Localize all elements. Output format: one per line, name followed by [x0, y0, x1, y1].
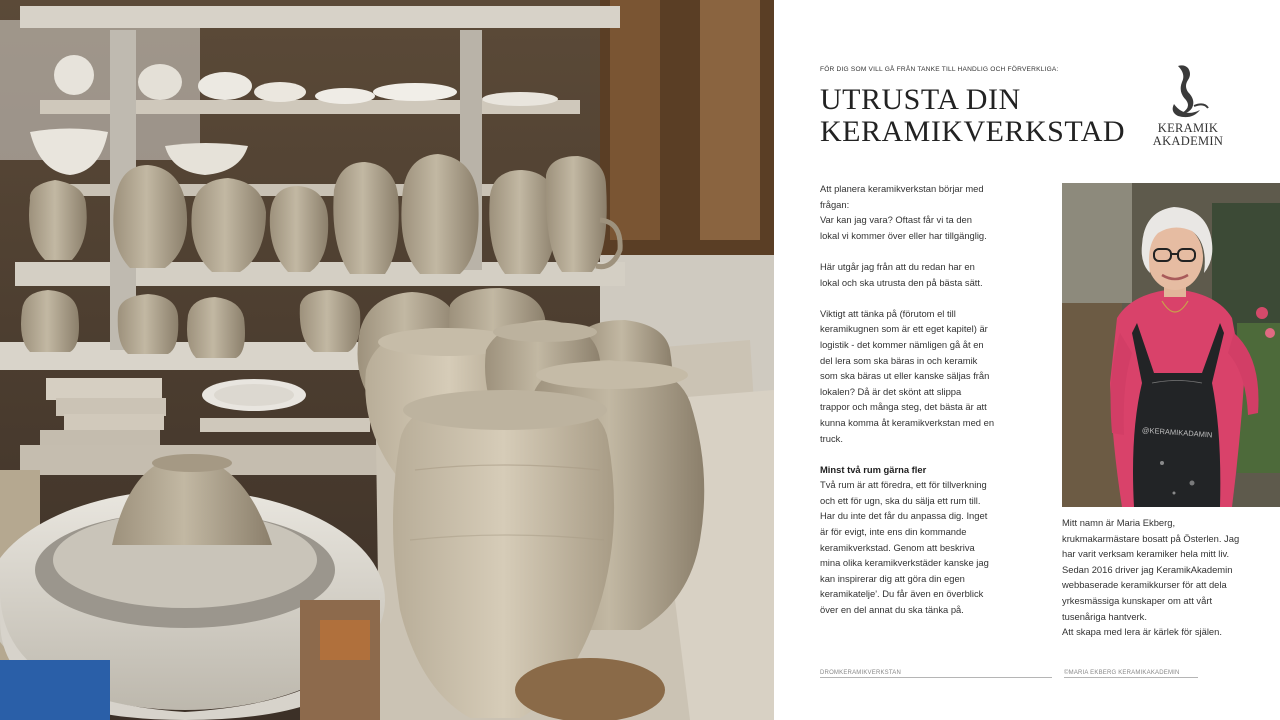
body-line: kan inspirerar dig att göra din egen [820, 572, 965, 584]
body-line: lokal vi kommer över eller har tillgänglig. [820, 229, 987, 241]
bio-line: tusenåriga hantverk. [1062, 610, 1147, 622]
apron-print: @KERAMIKADAMIN [1141, 425, 1213, 440]
title-line-1: UTRUSTA DIN [820, 83, 1021, 116]
bio-line: Att skapa med lera är kärlek för själen. [1062, 626, 1222, 638]
body-line: keramikverkstad. Genom att beskriva [820, 541, 975, 553]
section-subheading: Minst två rum gärna fler [820, 463, 927, 475]
body-line: över en del annat du ska tänka på. [820, 604, 964, 616]
bio-line: har varit verksam keramiker hela mitt liv. [1062, 548, 1230, 560]
body-line: truck. [820, 432, 843, 444]
body-line: som ska bäras ut eller kanske säljas från [820, 370, 990, 382]
logo-wordmark-line-1: KERAMIK [1157, 121, 1219, 135]
title-line-2: KERAMIKVERKSTAD [820, 115, 1126, 148]
body-line: Viktigt att tänka på (förutom el till [820, 307, 956, 319]
body-paragraph-3 [820, 306, 1052, 446]
body-paragraph-1 [820, 181, 1052, 243]
footer-copyright: ©MARIA EKBERG KERAMIKAKADEMIN [1064, 670, 1180, 676]
bio-line: Mitt namn är Maria Ekberg, [1062, 517, 1176, 528]
author-bio [1062, 515, 1272, 640]
body-line: logistik - det kommer nämligen gå åt en [820, 338, 984, 350]
bio-line: Sedan 2016 driver jag KeramikAkademin [1062, 563, 1233, 575]
body-line: och ett för ugn, ska du sälja ett rum till. [820, 494, 981, 506]
keramikakademin-logo [1148, 62, 1228, 152]
body-line: Var kan jag vara? Oftast får vi ta den [820, 214, 972, 226]
body-line: Här utgår jag från att du redan har en [820, 260, 975, 272]
footer-left-label: DROMKERAMIKVERKSTAN [820, 670, 902, 676]
body-line: frågan: [820, 198, 850, 210]
document-page [774, 0, 1280, 720]
bio-line: yrkesmässiga kunskaper om att vårt [1062, 594, 1213, 606]
body-line: kunna komma åt keramikverkstan med en [820, 416, 995, 428]
body-line: keramikatelje'. Du får även en överblick [820, 588, 984, 600]
body-paragraph-2 [820, 259, 1052, 290]
kicker-text: FÖR DIG SOM VILL GÅ FRÅN TANKE TILL HANDLIG OCH FÖRVERKLIGA: [820, 66, 1059, 73]
author-portrait-photo [1062, 183, 1280, 507]
footer-right-rule [1064, 677, 1198, 678]
bio-line: webbaserade keramikkurser för att dela [1062, 579, 1227, 591]
body-line: trappor och många steg, det bästa är att [820, 401, 987, 413]
page-title [820, 84, 1125, 148]
body-line: lokalen? Då är det skönt att slippa [820, 385, 962, 397]
body-text-column [820, 181, 1052, 618]
body-line: del lera som ska bäras in och keramik [820, 354, 978, 366]
logo-wordmark-line-2: AKADEMIN [1152, 134, 1224, 148]
body-line: Att planera keramikverkstan börjar med [820, 183, 984, 194]
body-line: är för evigt, inte ens din kommande [820, 526, 967, 538]
footer-left-rule [820, 677, 1052, 678]
figure-logo-icon [1148, 62, 1228, 122]
bio-line: krukmakarmästare bosatt på Österlen. Jag [1062, 532, 1240, 544]
body-line: keramikugnen som är ett eget kapitel) är [820, 323, 988, 335]
body-paragraph-4 [820, 477, 1052, 617]
body-line: lokal och ska utrusta den på bästa sätt. [820, 276, 983, 288]
body-line: Två rum är att föredra, ett för tillverkning [820, 479, 987, 491]
body-line: mina olika keramikverkstäder kanske jag [820, 557, 989, 569]
body-line: Har du inte det får du anpassa dig. Inget [820, 510, 988, 522]
